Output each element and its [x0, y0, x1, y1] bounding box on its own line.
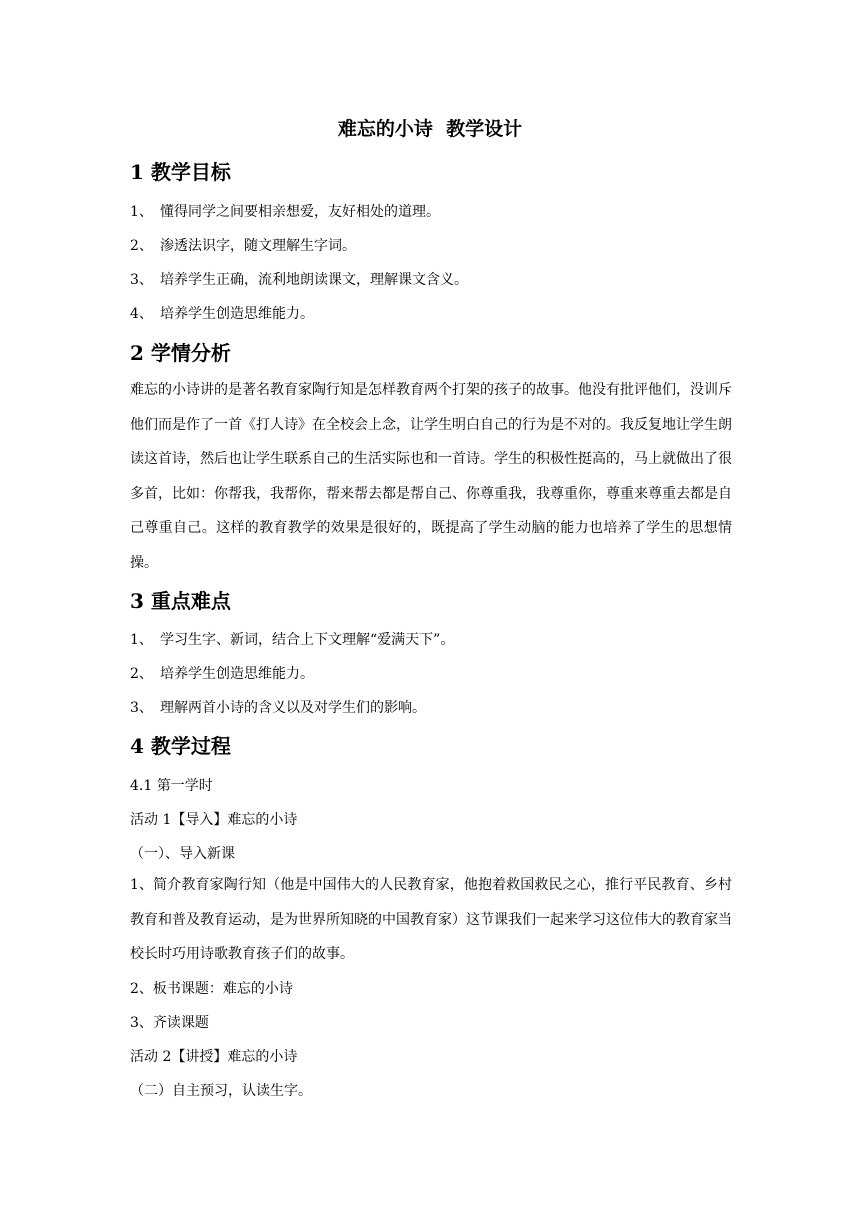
item-number: 4、 [130, 306, 153, 322]
item-text: 培养学生正确，流利地朗读课文，理解课文含义。 [160, 272, 468, 288]
process-line: 活动 2【讲授】难忘的小诗 [130, 1049, 298, 1065]
item-text: 理解两首小诗的含义以及对学生们的影响。 [160, 700, 426, 716]
item-number: 3、 [130, 272, 153, 288]
key-point-item [130, 698, 426, 718]
item-number: 1、 [130, 204, 153, 220]
analysis-paragraph: 难忘的小诗讲的是著名教育家陶行知是怎样教育两个打架的孩子的故事。他没有批评他们，没训斥他们而是作了一首《打人诗》在全校会上念，让学生明白自己的行为是不对的。我反复地让学生朗读这首诗，然后也让学生联系自己的生活实际也和一首诗。学生的积极性挺高的，马上就做出了很多首，比如：你帮我，我帮你，帮来帮去都是帮自己、你尊重我，我尊重你，尊重来尊重去都是自己尊重自己。这样的教育教学的效果是很好的，既提高了学生动脑的能力也培养了学生的思想情操。 [130, 382, 732, 571]
section-heading-process: 4 教学过程 [130, 734, 231, 758]
item-number: 1、 [130, 632, 153, 648]
item-text: 培养学生创造思维能力。 [160, 306, 314, 322]
objective-item [130, 236, 356, 256]
process-line: 4.1 第一学时 [130, 778, 213, 794]
objective-item [130, 202, 440, 222]
section-heading-key-points: 3 重点难点 [130, 589, 231, 613]
process-line: 2、板书课题：难忘的小诗 [130, 981, 293, 997]
document-title: 难忘的小诗 教学设计 [337, 118, 523, 140]
item-number: 3、 [130, 700, 153, 716]
item-text: 渗透法识字，随文理解生字词。 [160, 238, 356, 254]
process-line: 3、齐读课题 [130, 1015, 209, 1031]
section-heading-analysis: 2 学情分析 [130, 341, 231, 365]
item-text: 懂得同学之间要相亲想爱，友好相处的道理。 [160, 204, 440, 220]
section-heading-objectives: 1 教学目标 [130, 160, 231, 184]
item-number: 2、 [130, 666, 153, 682]
process-line: （一）、导入新课 [130, 846, 235, 862]
process-line: （二）自主预习，认读生字。 [130, 1083, 312, 1099]
process-line: 活动 1【导入】难忘的小诗 [130, 812, 298, 828]
objective-item [130, 270, 468, 290]
item-text: 学习生字、新词，结合上下文理解“爱满天下”。 [160, 632, 455, 648]
item-text: 培养学生创造思维能力。 [160, 666, 314, 682]
process-paragraph: 1、简介教育家陶行知（他是中国伟大的人民教育家，他抱着救国救民之心，推行平民教育、乡村教育和普及教育运动，是为世界所知晓的中国教育家）这节课我们一起来学习这位伟大的教育家当校长时巧用诗歌教育孩子们的故事。 [130, 877, 732, 963]
item-number: 2、 [130, 238, 153, 254]
objective-item [130, 304, 314, 324]
key-point-item [130, 630, 454, 650]
key-point-item [130, 664, 314, 684]
